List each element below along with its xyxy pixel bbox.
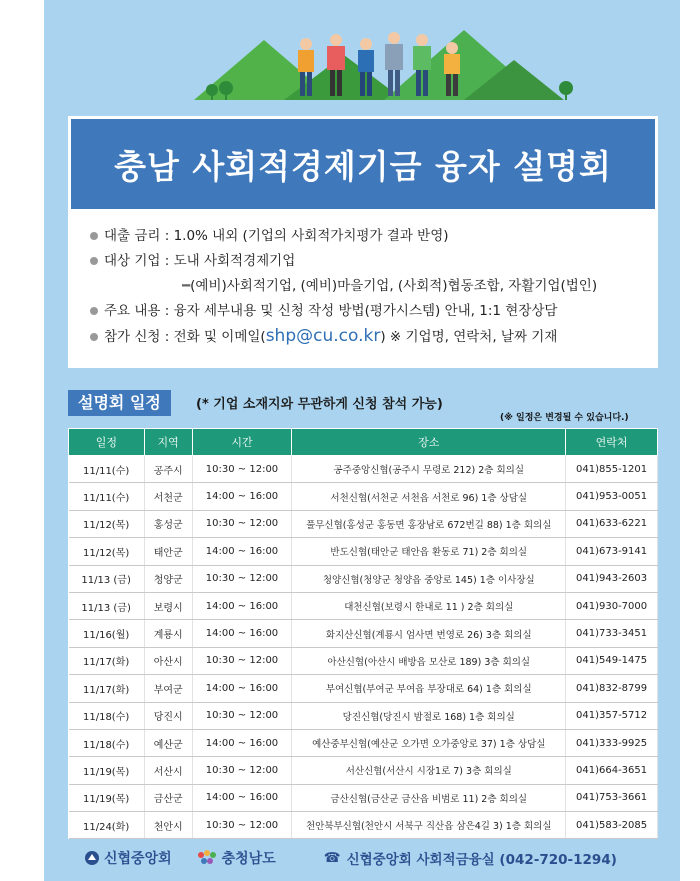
table-row <box>69 538 658 565</box>
cell-region: 청양군 <box>144 565 192 592</box>
cell-date: 11/19(목) <box>69 784 145 811</box>
table-header-row <box>69 429 658 456</box>
cell-location: 부여신협(부여군 부여읍 부장대로 64) 1층 회의실 <box>292 675 566 702</box>
hero-illustration <box>44 0 680 120</box>
org1-name: 신협중앙회 <box>104 851 172 867</box>
info-target-detail <box>90 274 658 299</box>
cell-location: 금산신협(금산군 금산읍 비범로 11) 2층 회의실 <box>292 784 566 811</box>
cell-location: 공주중앙신협(공주시 무령로 212) 2층 회의실 <box>292 456 566 483</box>
cell-contact: 041)549-1475 <box>566 647 658 674</box>
cell-contact: 041)753-3661 <box>566 784 658 811</box>
info-rate-text: 대출 금리 : 1.0% 내외 (기업의 사회적가치평가 결과 반영) <box>104 228 449 244</box>
info-target-text: 대상 기업 : 도내 사회적경제기업 <box>104 253 296 269</box>
cell-location: 당진신협(당진시 밤절로 168) 1층 회의실 <box>292 702 566 729</box>
schedule-body <box>69 456 658 839</box>
cell-contact: 041)633-6221 <box>566 510 658 537</box>
info-target-detail-text: (예비)사회적기업, (예비)마을기업, (사회적)협동조합, 자활기업(법인) <box>190 278 598 294</box>
table-row <box>69 784 658 811</box>
cell-date: 11/17(화) <box>69 647 145 674</box>
cell-contact: 041)333-9925 <box>566 729 658 756</box>
bullet-icon <box>90 307 98 315</box>
shinhyup-logo-icon <box>84 850 100 866</box>
cell-time: 10:30 ~ 12:00 <box>192 702 292 729</box>
cell-region: 아산시 <box>144 647 192 674</box>
cell-location: 화지산신협(계룡시 엄사면 번영로 26) 3층 회의실 <box>292 620 566 647</box>
cell-time: 14:00 ~ 16:00 <box>192 483 292 510</box>
header-location: 장소 <box>292 429 566 456</box>
table-row <box>69 483 658 510</box>
page-title: 충남 사회적경제기금 융자 설명회 <box>114 146 612 186</box>
cell-location: 서산신협(서산시 시장1로 7) 3층 회의실 <box>292 757 566 784</box>
cell-time: 10:30 ~ 12:00 <box>192 812 292 839</box>
table-row <box>69 812 658 839</box>
cell-date: 11/11(수) <box>69 456 145 483</box>
table-row <box>69 510 658 537</box>
cell-date: 11/12(목) <box>69 510 145 537</box>
cell-time: 10:30 ~ 12:00 <box>192 565 292 592</box>
cell-date: 11/19(목) <box>69 757 145 784</box>
cell-contact: 041)357-5712 <box>566 702 658 729</box>
cell-contact: 041)583-2085 <box>566 812 658 839</box>
table-row <box>69 675 658 702</box>
cell-time: 10:30 ~ 12:00 <box>192 757 292 784</box>
header-time: 시간 <box>192 429 292 456</box>
table-row <box>69 729 658 756</box>
cell-region: 서천군 <box>144 483 192 510</box>
bullet-icon <box>90 333 98 341</box>
cell-time: 10:30 ~ 12:00 <box>192 510 292 537</box>
org1 <box>84 848 172 868</box>
poster <box>44 0 680 881</box>
cell-date: 11/18(수) <box>69 702 145 729</box>
cell-location: 반도신협(태안군 태안읍 환동로 71) 2층 회의실 <box>292 538 566 565</box>
schedule-title: 설명회 일정 <box>68 390 171 416</box>
cell-contact: 041)953-0051 <box>566 483 658 510</box>
cell-contact: 041)855-1201 <box>566 456 658 483</box>
cell-contact: 041)943-2603 <box>566 565 658 592</box>
cell-date: 11/16(월) <box>69 620 145 647</box>
cell-region: 서산시 <box>144 757 192 784</box>
bullet-icon <box>90 232 98 240</box>
cell-region: 금산군 <box>144 784 192 811</box>
table-row <box>69 565 658 592</box>
footer-contact <box>324 848 617 868</box>
chungnam-logo-icon <box>196 849 218 867</box>
info-apply-suffix: ) ※ 기업명, 연락처, 날짜 기재 <box>380 329 558 345</box>
cell-date: 11/18(수) <box>69 729 145 756</box>
org2 <box>196 848 276 868</box>
cell-location: 천안북부신협(천안시 서북구 직산읍 삼은4길 3) 1층 회의실 <box>292 812 566 839</box>
header-contact: 연락처 <box>566 429 658 456</box>
cell-location: 청양신협(청양군 청양읍 중앙로 145) 1층 이사장실 <box>292 565 566 592</box>
cell-contact: 041)673-9141 <box>566 538 658 565</box>
cell-date: 11/13 (금) <box>69 592 145 619</box>
info-apply-prefix: 참가 신청 : 전화 및 이메일( <box>104 329 266 345</box>
bullet-icon <box>90 257 98 265</box>
header-date: 일정 <box>69 429 145 456</box>
cell-location: 서천신협(서천군 서천읍 서천로 96) 1층 상담실 <box>292 483 566 510</box>
cell-time: 10:30 ~ 12:00 <box>192 456 292 483</box>
cell-region: 계룡시 <box>144 620 192 647</box>
info-box <box>68 212 658 368</box>
cell-date: 11/12(목) <box>69 538 145 565</box>
cell-time: 14:00 ~ 16:00 <box>192 620 292 647</box>
cell-time: 14:00 ~ 16:00 <box>192 784 292 811</box>
cell-region: 천안시 <box>144 812 192 839</box>
title-banner <box>68 116 658 212</box>
info-rate <box>90 224 658 249</box>
footer-contact-text: 신협중앙회 사회적금융실 (042-720-1294) <box>346 852 617 868</box>
cell-region: 보령시 <box>144 592 192 619</box>
cell-region: 홍성군 <box>144 510 192 537</box>
cell-region: 당진시 <box>144 702 192 729</box>
table-row <box>69 592 658 619</box>
table-row <box>69 620 658 647</box>
cell-time: 14:00 ~ 16:00 <box>192 538 292 565</box>
schedule-table <box>68 428 658 839</box>
cell-contact: 041)930-7000 <box>566 592 658 619</box>
cell-contact: 041)664-3651 <box>566 757 658 784</box>
table-row <box>69 647 658 674</box>
cell-time: 14:00 ~ 16:00 <box>192 592 292 619</box>
cell-date: 11/24(화) <box>69 812 145 839</box>
cell-region: 공주시 <box>144 456 192 483</box>
cell-time: 10:30 ~ 12:00 <box>192 647 292 674</box>
table-row <box>69 702 658 729</box>
cell-date: 11/17(화) <box>69 675 145 702</box>
info-content <box>90 299 658 324</box>
cell-date: 11/11(수) <box>69 483 145 510</box>
cell-contact: 041)832-8799 <box>566 675 658 702</box>
phone-icon: ☎ <box>323 850 341 866</box>
org2-name: 충청남도 <box>221 851 276 867</box>
info-target <box>90 249 658 274</box>
schedule-subtitle: (* 기업 소재지와 무관하게 신청 참석 가능) <box>196 397 443 412</box>
cell-region: 부여군 <box>144 675 192 702</box>
cell-region: 태안군 <box>144 538 192 565</box>
cell-region: 예산군 <box>144 729 192 756</box>
cell-location: 대천신협(보령시 한내로 11 ) 2층 회의실 <box>292 592 566 619</box>
dash-icon: ━ <box>182 278 191 294</box>
table-row <box>69 456 658 483</box>
header-region: 지역 <box>144 429 192 456</box>
schedule-note: (※ 일정은 변경될 수 있습니다.) <box>500 413 629 423</box>
info-apply <box>90 324 658 349</box>
table-row <box>69 757 658 784</box>
cell-location: 풀무신협(홍성군 홍동면 홍장남로 672번길 88) 1층 회의실 <box>292 510 566 537</box>
cell-location: 예산중부신협(예산군 오가면 오가중앙로 37) 1층 상담실 <box>292 729 566 756</box>
cell-time: 14:00 ~ 16:00 <box>192 729 292 756</box>
cell-date: 11/13 (금) <box>69 565 145 592</box>
email-link[interactable]: shp@cu.co.kr <box>265 326 381 346</box>
cell-time: 14:00 ~ 16:00 <box>192 675 292 702</box>
cell-contact: 041)733-3451 <box>566 620 658 647</box>
footer <box>44 838 680 878</box>
cell-location: 아산신협(아산시 배방읍 모산로 189) 3층 회의실 <box>292 647 566 674</box>
info-content-text: 주요 내용 : 융자 세부내용 및 신청 작성 방법(평가시스템) 안내, 1:1 현장상담 <box>104 303 558 319</box>
